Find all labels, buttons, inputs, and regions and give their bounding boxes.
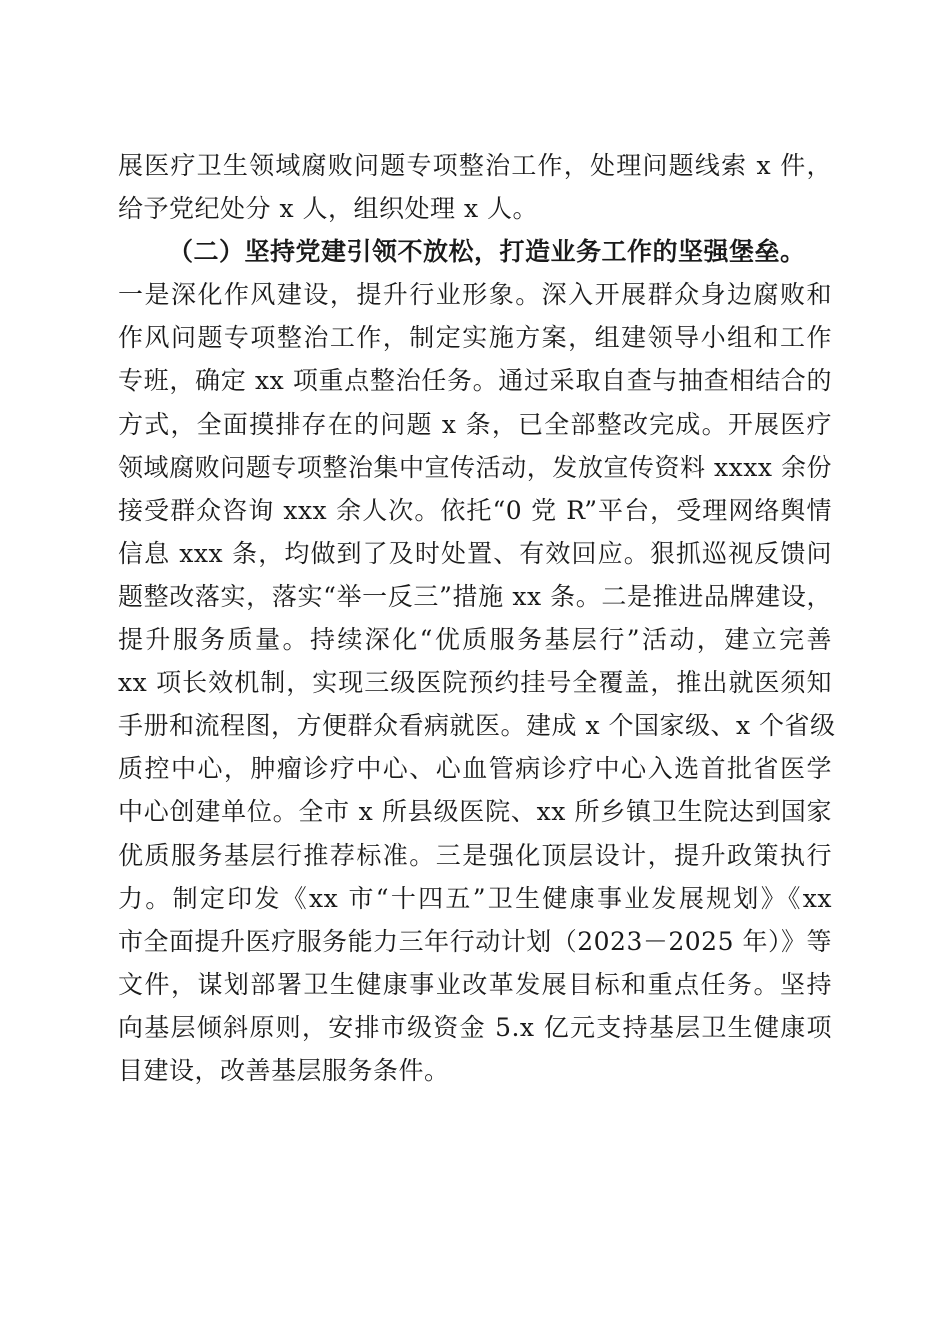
document-body <box>118 144 836 1092</box>
section-heading: （二）坚持党建引领不放松，打造业务工作的坚强堡垒。 <box>168 237 806 267</box>
text-line: 优质服务基层行推荐标准。三是强化顶层设计，提升政策执行 <box>118 840 832 870</box>
text-line: 展医疗卫生领域腐败问题专项整治工作，处理问题线索 x 件， <box>118 151 832 180</box>
text-line: 市全面提升医疗服务能力三年行动计划（2023－2025 年）》等 <box>118 926 832 956</box>
text-line: 向基层倾斜原则，安排市级资金 5.x 亿元支持基层卫生健康项 <box>118 1012 832 1042</box>
text-line: 领域腐败问题专项整治集中宣传活动，发放宣传资料 xxxx 余份 <box>118 452 832 482</box>
text-line: 给予党纪处分 x 人，组织处理 x 人。 <box>118 194 538 224</box>
text-line: 信息 xxx 条，均做到了及时处置、有效回应。狠抓巡视反馈问 <box>118 538 832 568</box>
text-line: 手册和流程图，方便群众看病就医。建成 x 个国家级、x 个省级 <box>118 711 836 741</box>
text-line: 提升服务质量。持续深化“优质服务基层行”活动，建立完善 <box>118 625 832 655</box>
text-line: 一是深化作风建设，提升行业形象。深入开展群众身边腐败和 <box>118 280 832 310</box>
text-line: 接受群众咨询 xxx 余人次。依托“0 党 R”平台，受理网络舆情 <box>118 495 832 525</box>
text-line: 质控中心，肿瘤诊疗中心、心血管病诊疗中心入选首批省医学 <box>118 754 832 784</box>
text-line: 力。制定印发《xx 市“十四五”卫生健康事业发展规划》《xx <box>118 883 832 913</box>
text-line: xx 项长效机制，实现三级医院预约挂号全覆盖，推出就医须知 <box>118 668 832 698</box>
text-line: 专班，确定 xx 项重点整治任务。通过采取自查与抽查相结合的 <box>118 366 832 396</box>
text-line: 文件，谋划部署卫生健康事业改革发展目标和重点任务。坚持 <box>118 969 832 999</box>
text-line: 方式，全面摸排存在的问题 x 条，已全部整改完成。开展医疗 <box>118 409 832 439</box>
text-line: 作风问题专项整治工作，制定实施方案，组建领导小组和工作 <box>118 323 832 353</box>
text-line: 中心创建单位。全市 x 所县级医院、xx 所乡镇卫生院达到国家 <box>118 797 832 827</box>
text-line: 题整改落实，落实“举一反三”措施 xx 条。二是推进品牌建设， <box>118 581 832 611</box>
paragraph-2 <box>118 230 836 1092</box>
paragraph-1 <box>118 144 832 230</box>
text-line: 目建设，改善基层服务条件。 <box>118 1055 450 1085</box>
